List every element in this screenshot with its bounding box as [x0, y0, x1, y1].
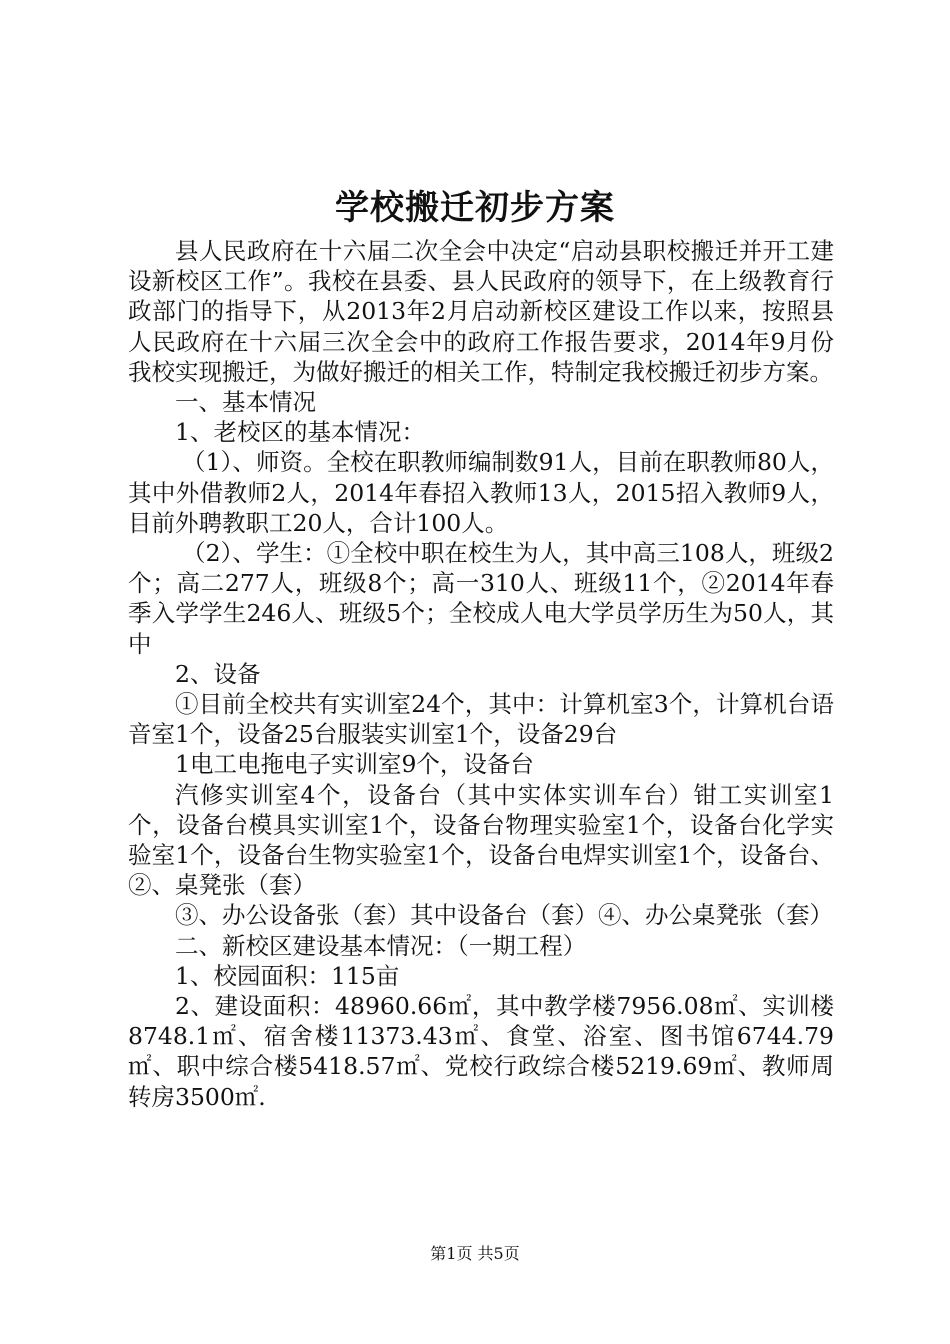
paragraph-students: （2）、学生：①全校中职在校生为人，其中高三108人，班级2个；高二277人，班级8个；高一310人、班级11个，②2014年春季入学学生246人、班级5个；全校成人电大学员学历生为50人，其中 — [128, 539, 834, 658]
subsection-equipment: 2、设备 — [175, 659, 261, 688]
subsection-old-campus: 1、老校区的基本情况： — [175, 418, 425, 447]
paragraph-teachers: （1）、师资。全校在职教师编制数91人，目前在职教师80人，其中外借教师2人，2014年春招入教师13人，2015招入教师9人，目前外聘教职工20人，合计100人。 — [128, 448, 834, 537]
paragraph-electrical-rooms: 1电工电拖电子实训室9个，设备台 — [175, 750, 534, 779]
intro-paragraph: 县人民政府在十六届二次全会中决定“启动县职校搬迁并开工建设新校区工作”。我校在县委、县人民政府的领导下，在上级教育行政部门的指导下，从2013年2月启动新校区建设工作以来，按照县人民政府在十六届三次全会中的政府工作报告要求，2014年9月份我校实现搬迁，为做好搬迁的相关工作，特制定我校搬迁初步方案。 — [128, 237, 834, 386]
document-body — [128, 236, 834, 1112]
paragraph-office-equipment: ③、办公设备张（套）其中设备台（套）④、办公桌凳张（套） — [175, 901, 833, 930]
paragraph-auto-repair-rooms: 汽修实训室4个，设备台（其中实体实训车台）钳工实训室1个，设备台模具实训室1个，设备台物理实验室1个，设备台化学实验室1个，设备台生物实验室1个，设备台电焊实训室1个，设备台、②、桌凳张（套） — [128, 780, 834, 900]
page-footer: 第1页 共5页 — [430, 1244, 520, 1263]
paragraph-training-rooms: ①目前全校共有实训室24个，其中：计算机室3个，计算机台语音室1个，设备25台服装实训室1个，设备29台 — [128, 690, 834, 749]
section-heading-new-campus: 二、新校区建设基本情况：（一期工程） — [175, 931, 587, 960]
paragraph-building-area: 2、建设面积：48960.66㎡，其中教学楼7956.08㎡、实训楼8748.1㎡、宿舍楼11373.43㎡、食堂、浴室、图书馆6744.79㎡、职中综合楼5418.57㎡、党校行政综合楼5219.69㎡、教师周转房3500㎡. — [128, 992, 834, 1111]
paragraph-campus-area: 1、校园面积：115亩 — [175, 961, 400, 990]
section-heading-basic-info: 一、基本情况 — [175, 388, 316, 417]
document-title: 学校搬迁初步方案 — [335, 188, 615, 228]
